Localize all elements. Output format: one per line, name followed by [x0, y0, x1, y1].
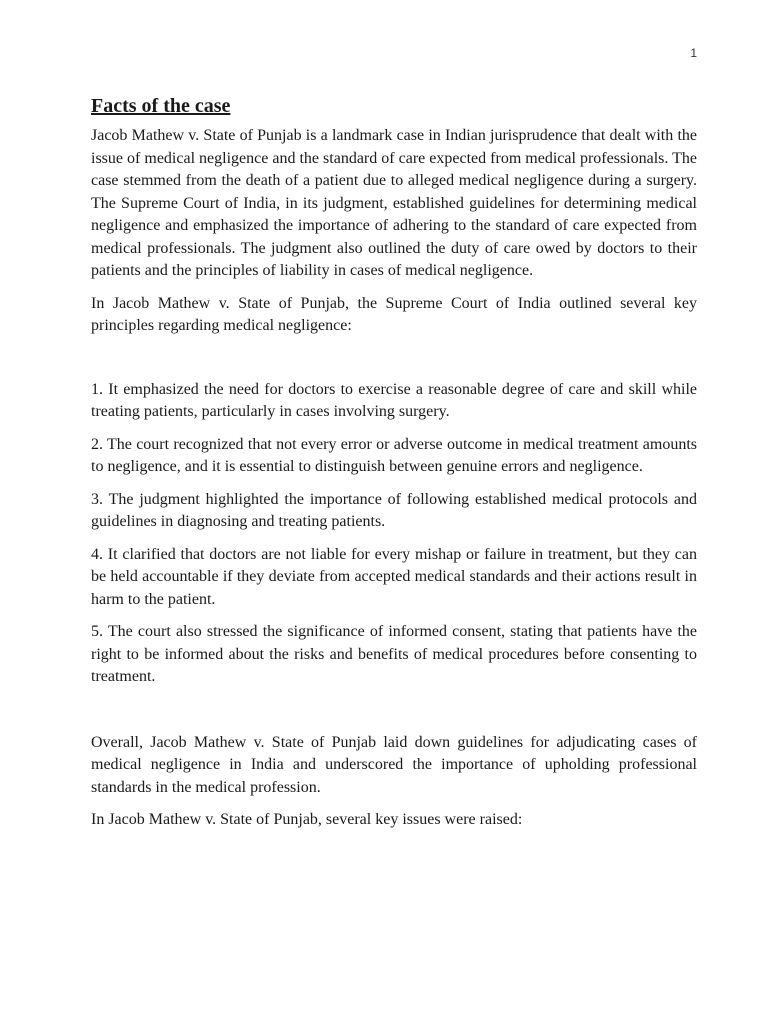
principle-item-4: 4. It clarified that doctors are not liable for every mishap or failure in treatment, but they can be held accountable if they deviate from accepted medical standards and their actions result in harm to the patient.: [91, 545, 697, 608]
overall-paragraph: Overall, Jacob Mathew v. State of Punjab laid down guidelines for adjudicating cases of medical negligence in India and underscored the importance of upholding professional standards in the medical profession.: [91, 733, 697, 796]
spacer: [91, 348, 697, 379]
principle-item-3: 3. The judgment highlighted the importance of following established medical protocols and guidelines in diagnosing and treating patients.: [91, 490, 697, 530]
section-heading: Facts of the case: [91, 95, 231, 117]
document-body: [91, 92, 697, 842]
intro-paragraph: Jacob Mathew v. State of Punjab is a landmark case in Indian jurisprudence that dealt with the issue of medical negligence and the standard of care expected from medical professionals. The case stemmed from the death of a patient due to alleged medical negligence during a surgery. The Supreme Court of India, in its judgment, established guidelines for determining medical negligence and emphasized the importance of adhering to the standard of care expected from medical professionals. The judgment also outlined the duty of care owed by doctors to their patients and the principles of liability in cases of medical negligence.: [91, 127, 697, 279]
issues-lead-paragraph: In Jacob Mathew v. State of Punjab, several key issues were raised:: [91, 811, 523, 828]
spacer: [91, 699, 697, 732]
page-number: 1: [690, 46, 697, 60]
principle-item-1: 1. It emphasized the need for doctors to exercise a reasonable degree of care and skill while treating patients, particularly in cases involving surgery.: [91, 380, 697, 420]
principle-item-5: 5. The court also stressed the significance of informed consent, stating that patients have the right to be informed about the risks and benefits of medical procedures before consenting to treatment.: [91, 623, 697, 685]
principles-lead-paragraph: In Jacob Mathew v. State of Punjab, the Supreme Court of India outlined several key principles regarding medical negligence:: [91, 294, 697, 334]
principle-item-2: 2. The court recognized that not every error or adverse outcome in medical treatment amounts to negligence, and it is essential to distinguish between genuine errors and negligence.: [91, 435, 697, 475]
